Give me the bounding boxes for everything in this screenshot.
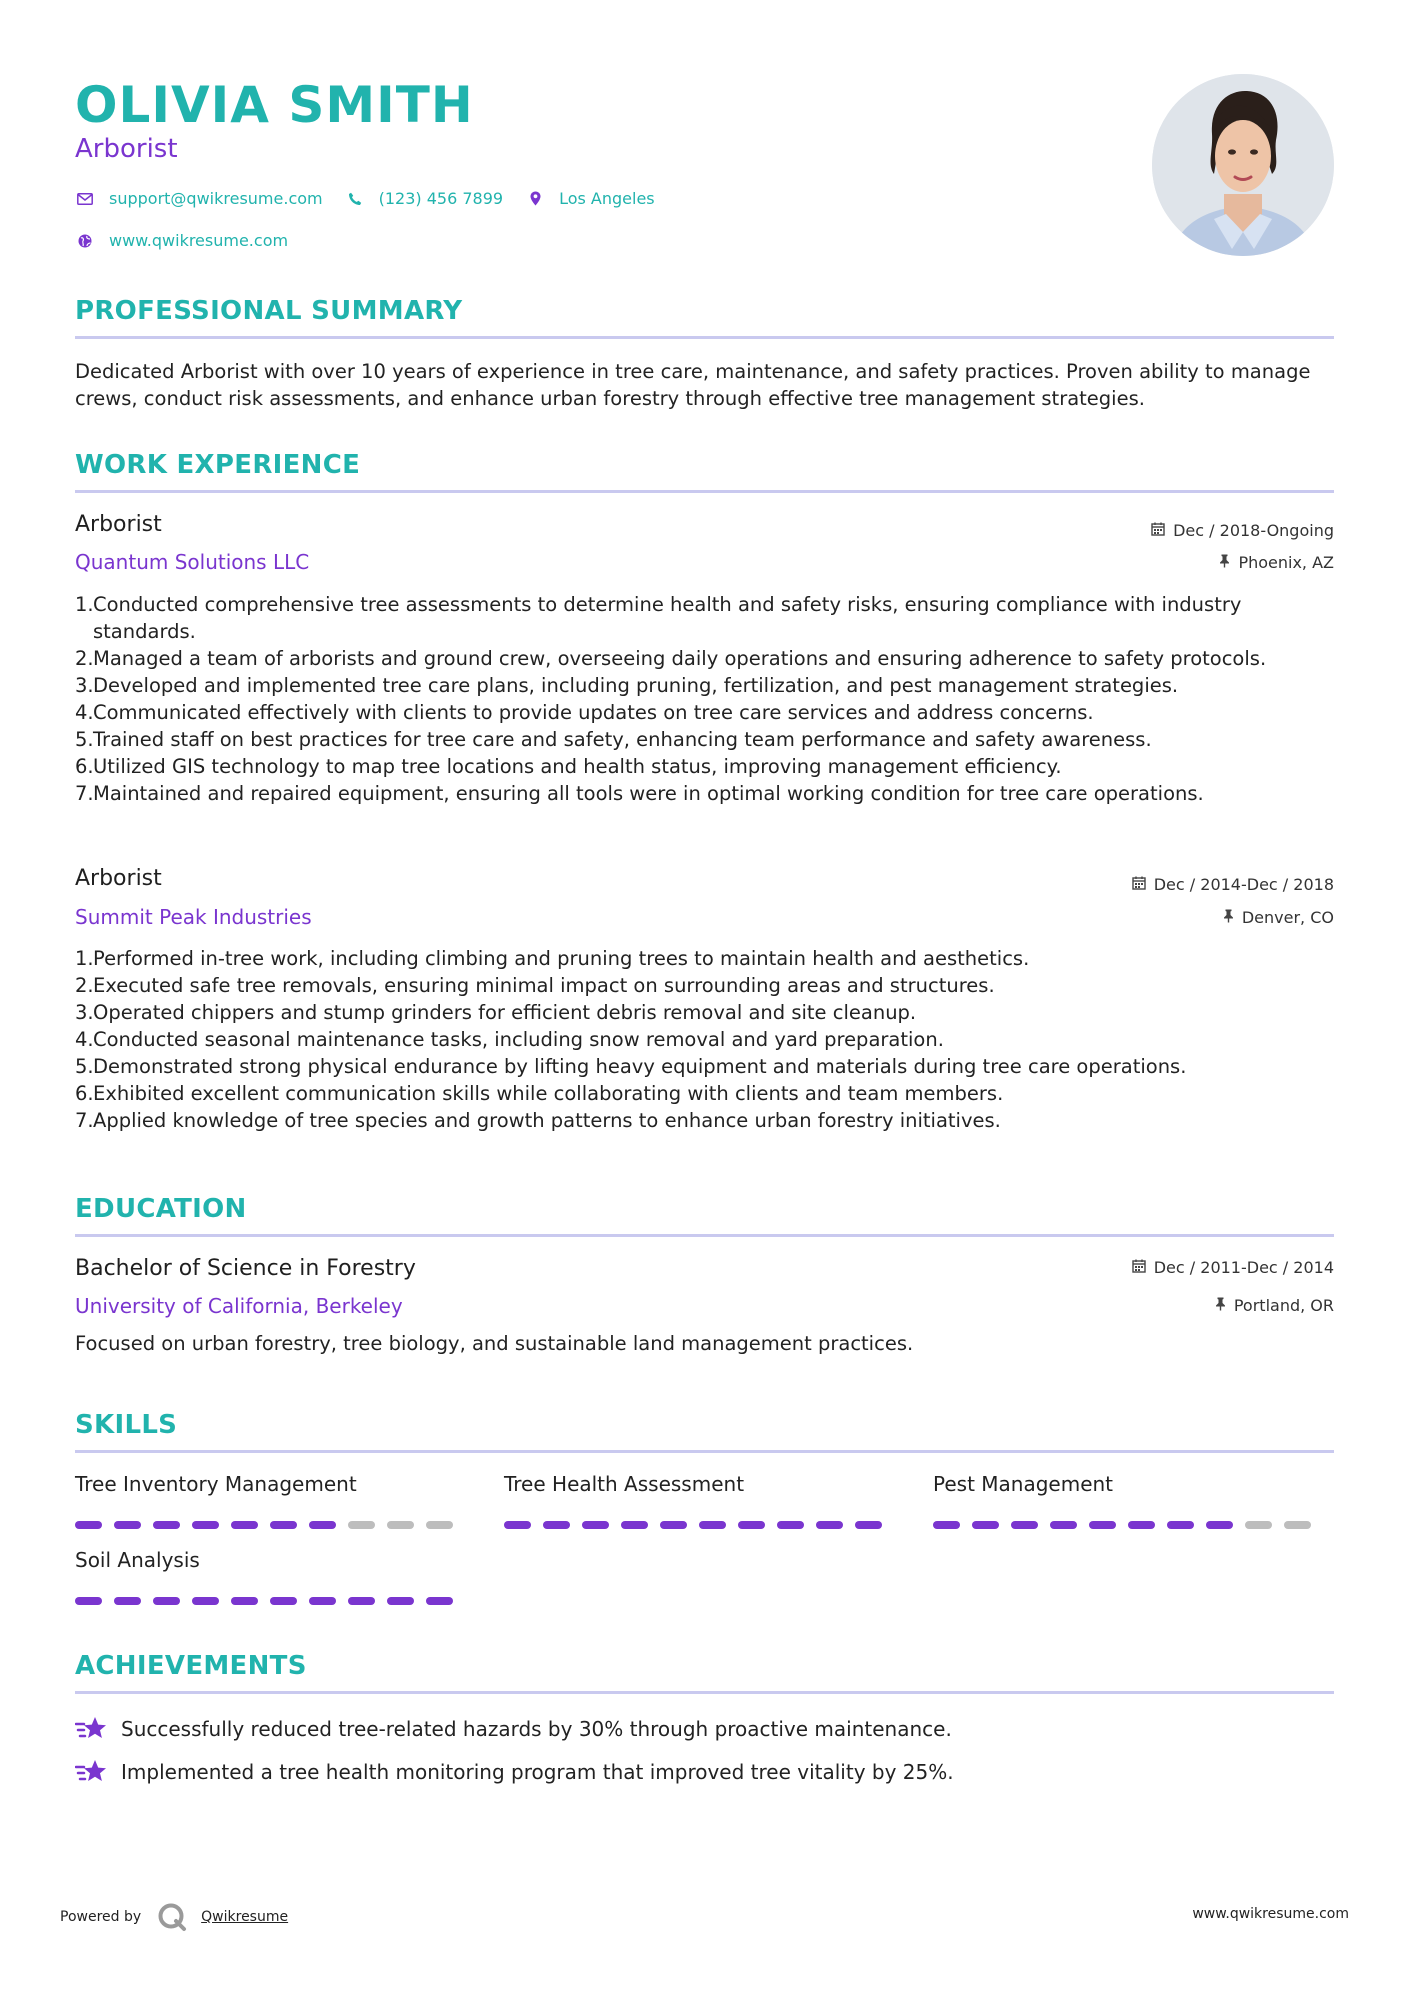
candidate-role: Arborist <box>75 134 178 164</box>
skill-name: Soil Analysis <box>75 1548 200 1572</box>
skill-level-segment <box>270 1597 297 1605</box>
job-2-bullets <box>75 945 1345 1134</box>
skill-level-segment <box>309 1597 336 1605</box>
summary-title: PROFESSIONAL SUMMARY <box>75 296 463 326</box>
experience-title: WORK EXPERIENCE <box>75 450 361 480</box>
contact-row-2 <box>75 231 310 250</box>
education-location <box>1215 1296 1334 1315</box>
job-1-location-text: Phoenix, AZ <box>1238 553 1334 572</box>
calendar-icon <box>1132 876 1146 894</box>
achievement-text: Successfully reduced tree-related hazards by 30% through proactive maintenance. <box>121 1717 952 1741</box>
skill-level-segment <box>348 1521 375 1529</box>
skill-level-segment <box>582 1521 609 1529</box>
footer-powered-by <box>60 1902 288 1932</box>
skill-level-segment <box>1050 1521 1077 1529</box>
contact-email[interactable] <box>75 189 323 208</box>
skill-level-segment <box>192 1521 219 1529</box>
education-description: Focused on urban forestry, tree biology, and sustainable land management practices. <box>75 1332 914 1355</box>
list-item: 4. Conducted seasonal maintenance tasks, including snow removal and yard preparation. <box>75 1028 944 1051</box>
list-item: 4. Communicated effectively with clients to provide updates on tree care services and address concerns. <box>75 701 1094 724</box>
experience-divider <box>75 490 1334 493</box>
pushpin-icon <box>1223 909 1234 927</box>
achievement-item <box>75 1758 954 1786</box>
list-item: 2. Executed safe tree removals, ensuring minimal impact on surrounding areas and structures. <box>75 974 995 997</box>
skill-level-segment <box>153 1597 180 1605</box>
skills-title: SKILLS <box>75 1410 178 1440</box>
footer-website[interactable]: www.qwikresume.com <box>1192 1906 1349 1922</box>
powered-by-text: Powered by <box>60 1909 142 1925</box>
education-location-text: Portland, OR <box>1233 1296 1334 1315</box>
list-item: 5. Demonstrated strong physical endurance by lifting heavy equipment and materials during tree care operations. <box>75 1055 1187 1078</box>
job-1-dates <box>1151 521 1334 540</box>
skill-level-segment <box>1089 1521 1116 1529</box>
qwikresume-logo-icon <box>157 1902 187 1932</box>
skill-level-segment <box>660 1521 687 1529</box>
skill-level-segment <box>972 1521 999 1529</box>
education-divider <box>75 1234 1334 1237</box>
skill-level-segment <box>426 1521 453 1529</box>
contact-row-1 <box>75 189 677 208</box>
achievement-item <box>75 1715 952 1743</box>
globe-icon <box>75 234 95 248</box>
star-icon <box>75 1758 107 1786</box>
skill-level-segment <box>114 1521 141 1529</box>
skill-level-segment <box>426 1597 453 1605</box>
skill-level-segment <box>153 1521 180 1529</box>
qwikresume-link[interactable]: Qwikresume <box>201 1909 289 1925</box>
summary-text: Dedicated Arborist with over 10 years of experience in tree care, maintenance, and safety practices. Proven ability to manage crews, conduct risk assessments, and enhance urban forestry through effective tree management strategies. <box>75 360 1311 410</box>
list-item: 3. Operated chippers and stump grinders for efficient debris removal and site cleanup. <box>75 1001 917 1024</box>
profile-photo <box>1152 74 1334 256</box>
calendar-icon <box>1132 1259 1146 1277</box>
skill-level-segment <box>348 1597 375 1605</box>
job-1-location <box>1219 553 1334 572</box>
skill-level-segment <box>933 1521 960 1529</box>
job-2-location-text: Denver, CO <box>1241 908 1334 927</box>
education-dates <box>1132 1258 1334 1277</box>
skill-level-bar <box>504 1521 894 1529</box>
phone-icon <box>345 192 365 206</box>
job-2-company: Summit Peak Industries <box>75 905 312 929</box>
skill-level-segment <box>1011 1521 1038 1529</box>
list-item: 5. Trained staff on best practices for tree care and safety, enhancing team performance and safety awareness. <box>75 728 1152 751</box>
education-dates-text: Dec / 2011-Dec / 2014 <box>1153 1258 1334 1277</box>
skill-level-segment <box>231 1521 258 1529</box>
skill-level-segment <box>387 1521 414 1529</box>
job-2-dates-text: Dec / 2014-Dec / 2018 <box>1153 875 1334 894</box>
job-2-dates <box>1132 875 1334 894</box>
skill-level-segment <box>1284 1521 1311 1529</box>
skill-level-segment <box>699 1521 726 1529</box>
skill-level-segment <box>1206 1521 1233 1529</box>
skill-level-bar <box>75 1521 465 1529</box>
skill-level-segment <box>192 1597 219 1605</box>
contact-phone[interactable] <box>345 189 503 208</box>
education-title: EDUCATION <box>75 1194 247 1224</box>
skill-level-segment <box>1245 1521 1272 1529</box>
map-pin-icon <box>525 191 545 206</box>
job-2-location <box>1223 908 1334 927</box>
skill-level-bar <box>75 1597 465 1605</box>
candidate-name: OLIVIA SMITH <box>75 76 474 134</box>
location-text: Los Angeles <box>559 189 655 208</box>
contact-website[interactable] <box>75 231 288 250</box>
job-1-title: Arborist <box>75 512 162 537</box>
education-degree: Bachelor of Science in Forestry <box>75 1256 416 1281</box>
star-icon <box>75 1715 107 1743</box>
website-text: www.qwikresume.com <box>109 231 289 250</box>
skill-name: Tree Health Assessment <box>504 1472 745 1496</box>
list-item: 6. Utilized GIS technology to map tree locations and health status, improving management efficiency. <box>75 755 1062 778</box>
list-item: 1. Conducted comprehensive tree assessments to determine health and safety risks, ensuring compliance with industry standards. <box>75 593 1242 643</box>
job-1-bullets <box>75 591 1345 807</box>
skill-level-segment <box>543 1521 570 1529</box>
list-item: 2. Managed a team of arborists and ground crew, overseeing daily operations and ensuring adherence to safety protocols. <box>75 647 1267 670</box>
email-text: support@qwikresume.com <box>109 189 323 208</box>
skill-level-segment <box>231 1597 258 1605</box>
education-school: University of California, Berkeley <box>75 1294 403 1318</box>
skill-level-segment <box>1167 1521 1194 1529</box>
skill-name: Pest Management <box>933 1472 1114 1496</box>
achievement-text: Implemented a tree health monitoring program that improved tree vitality by 25%. <box>121 1760 954 1784</box>
skill-level-segment <box>621 1521 648 1529</box>
achievements-title: ACHIEVEMENTS <box>75 1651 307 1681</box>
skill-level-segment <box>309 1521 336 1529</box>
skill-level-segment <box>816 1521 843 1529</box>
skill-level-segment <box>387 1597 414 1605</box>
skill-level-segment <box>855 1521 882 1529</box>
skill-level-segment <box>738 1521 765 1529</box>
list-item: 3. Developed and implemented tree care plans, including pruning, fertilization, and pest management strategies. <box>75 674 1179 697</box>
skill-level-segment <box>270 1521 297 1529</box>
list-item: 6. Exhibited excellent communication skills while collaborating with clients and team members. <box>75 1082 1004 1105</box>
list-item: 7. Applied knowledge of tree species and growth patterns to enhance urban forestry initiatives. <box>75 1109 1001 1132</box>
pushpin-icon <box>1215 1297 1226 1315</box>
job-1-company: Quantum Solutions LLC <box>75 550 310 574</box>
summary-divider <box>75 336 1334 339</box>
list-item: 1. Performed in-tree work, including climbing and pruning trees to maintain health and aesthetics. <box>75 947 1030 970</box>
skill-level-segment <box>75 1597 102 1605</box>
phone-text: (123) 456 7899 <box>378 189 504 208</box>
skill-level-bar <box>933 1521 1323 1529</box>
job-2-title: Arborist <box>75 866 162 891</box>
skill-name: Tree Inventory Management <box>75 1472 357 1496</box>
calendar-icon <box>1151 522 1165 540</box>
list-item: 7. Maintained and repaired equipment, ensuring all tools were in optimal working condition for tree care operations. <box>75 782 1204 805</box>
skill-level-segment <box>75 1521 102 1529</box>
envelope-icon <box>75 193 95 205</box>
pushpin-icon <box>1219 554 1230 572</box>
skill-level-segment <box>114 1597 141 1605</box>
skills-divider <box>75 1450 1334 1453</box>
skill-level-segment <box>504 1521 531 1529</box>
achievements-divider <box>75 1691 1334 1694</box>
skill-level-segment <box>777 1521 804 1529</box>
skill-level-segment <box>1128 1521 1155 1529</box>
job-1-dates-text: Dec / 2018-Ongoing <box>1173 521 1334 540</box>
contact-location <box>525 189 655 208</box>
